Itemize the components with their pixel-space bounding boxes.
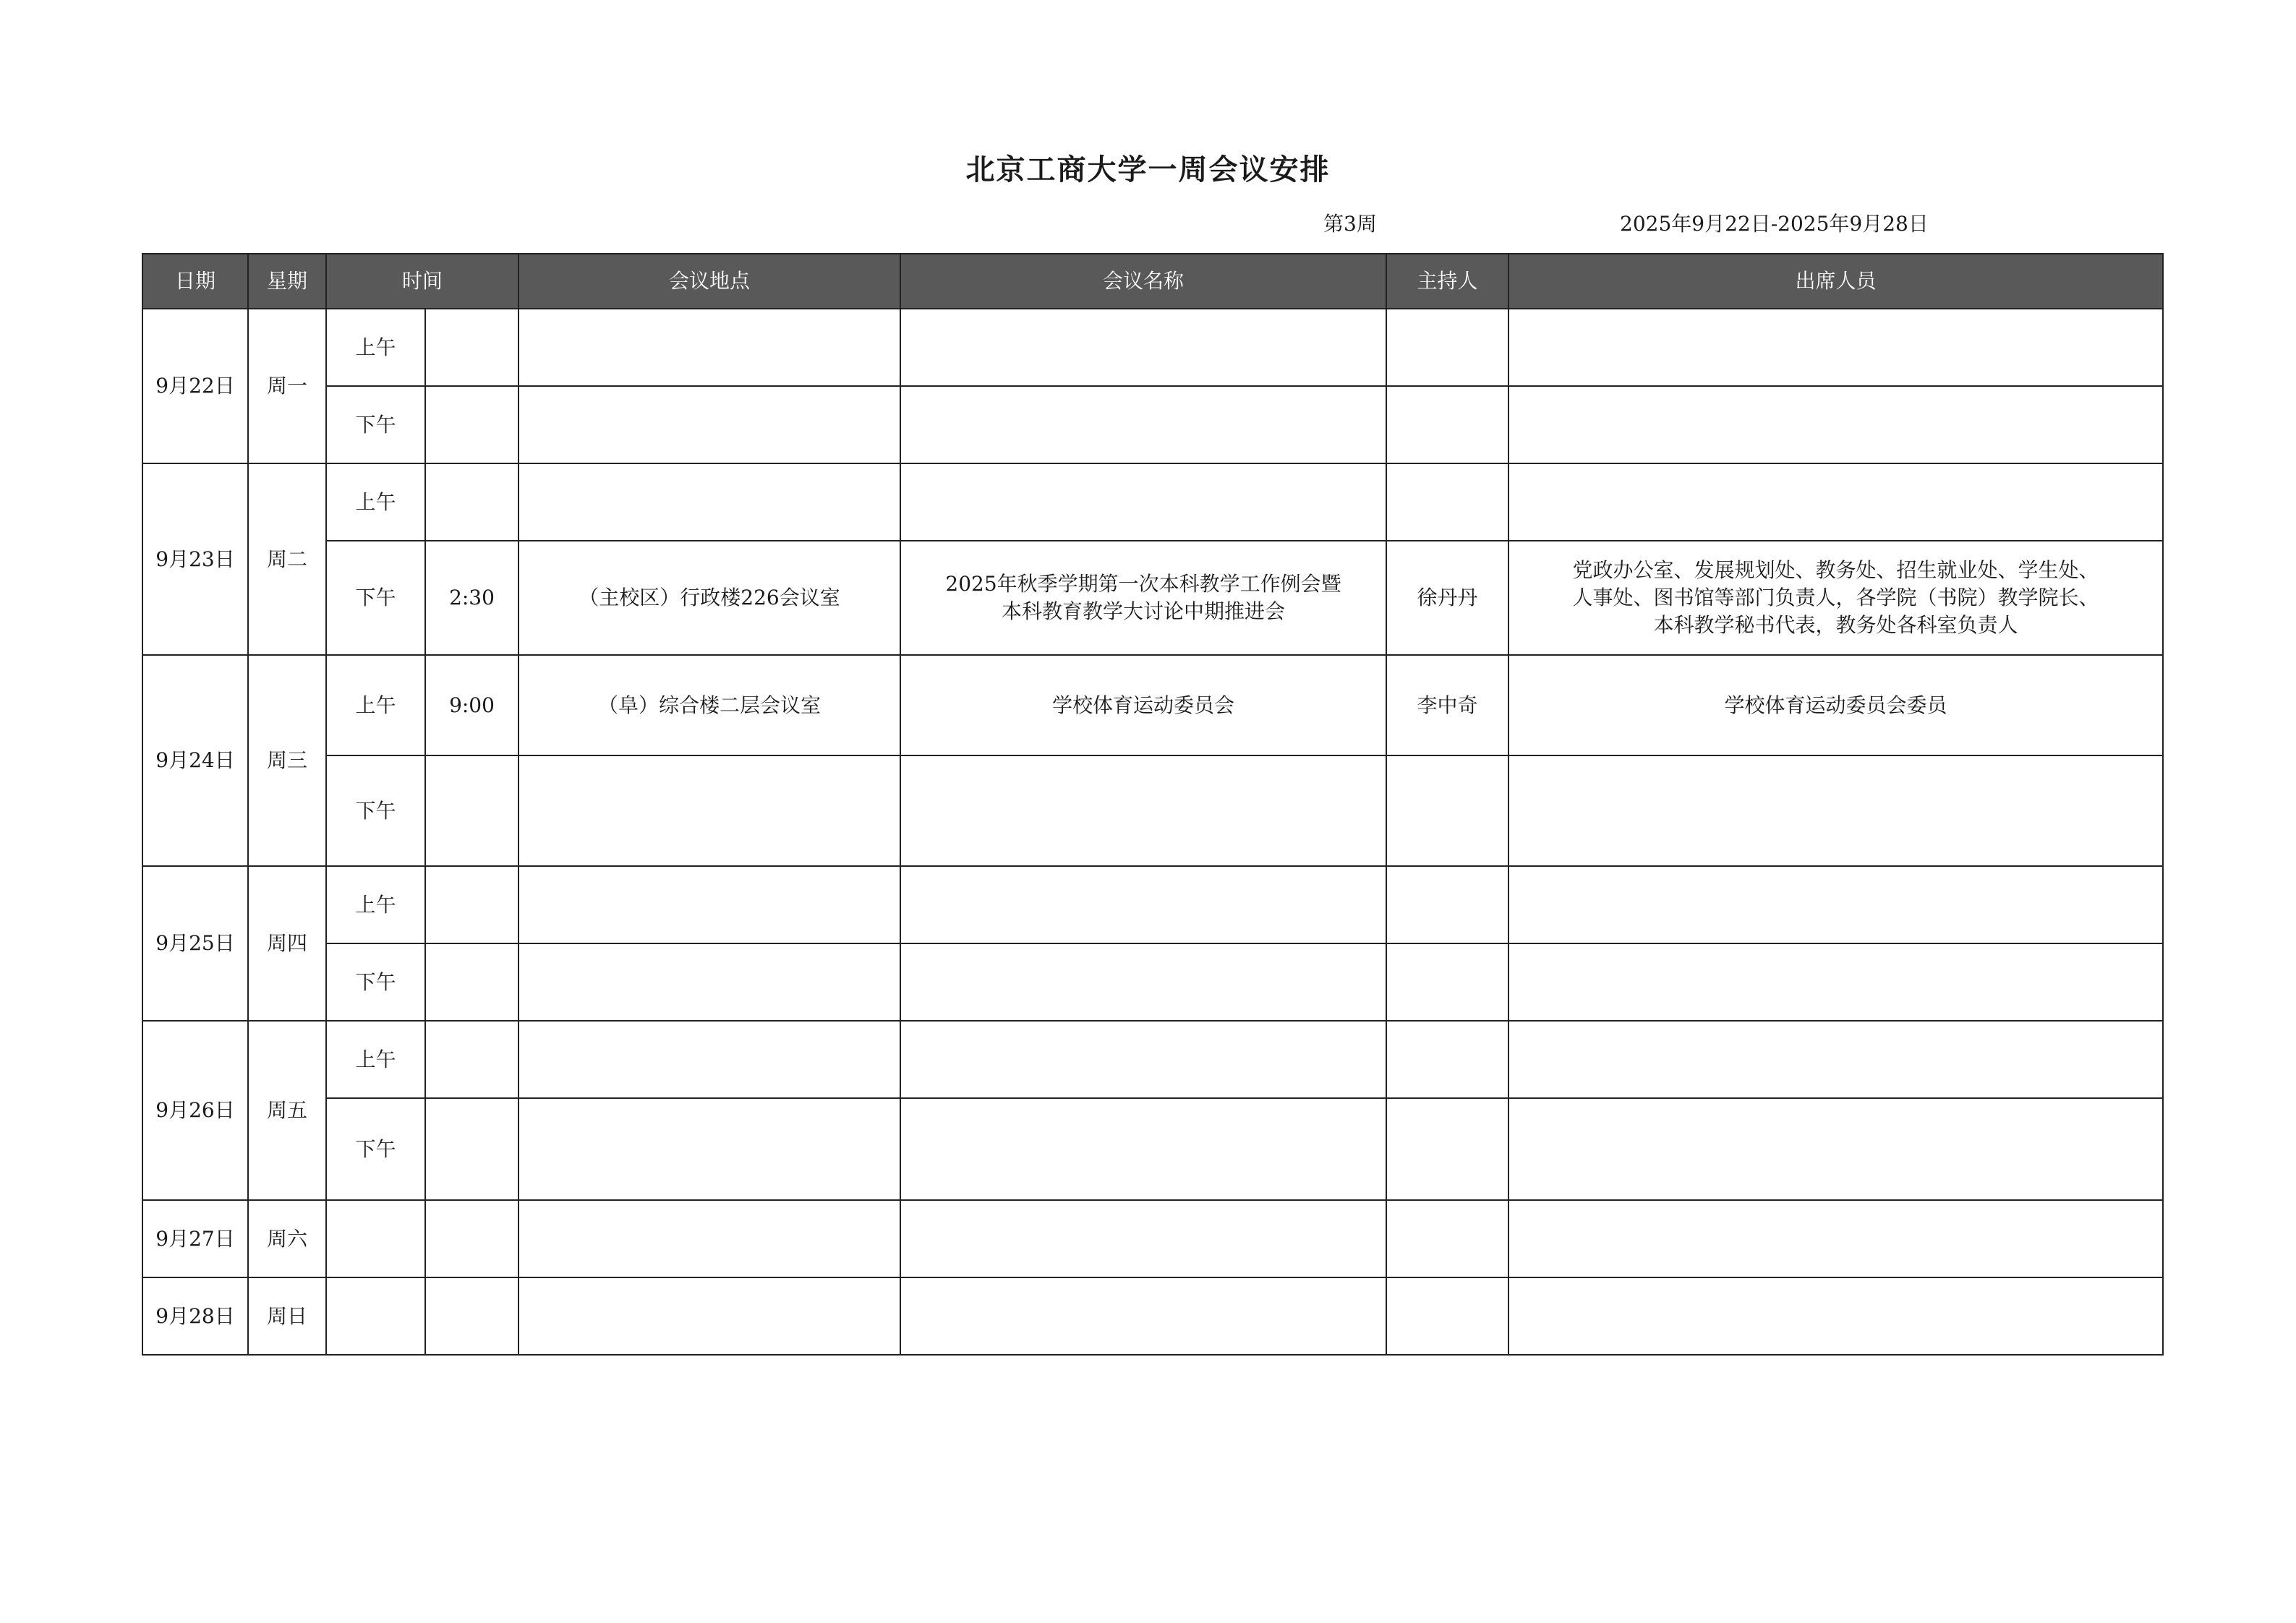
meeting-name-cell xyxy=(900,755,1386,866)
attendees-cell xyxy=(1508,309,2163,386)
table-row xyxy=(142,463,2163,541)
table-row xyxy=(142,655,2163,755)
period-cell: 上午 xyxy=(326,309,425,386)
table-row xyxy=(142,866,2163,943)
attendees-cell xyxy=(1508,1021,2163,1098)
date-cell: 9月22日 xyxy=(142,309,248,463)
attendees-cell xyxy=(1508,755,2163,866)
table-row xyxy=(142,1021,2163,1098)
attendees-cell xyxy=(1508,463,2163,541)
meeting-name-cell xyxy=(900,1277,1386,1355)
host-cell xyxy=(1386,755,1508,866)
meeting-name-cell: 学校体育运动委员会 xyxy=(900,655,1386,755)
meeting-name-cell xyxy=(900,1021,1386,1098)
table-row xyxy=(142,943,2163,1021)
location-cell xyxy=(518,1200,900,1277)
period-cell: 下午 xyxy=(326,755,425,866)
time-cell xyxy=(425,1200,518,1277)
attendees-cell xyxy=(1508,1277,2163,1355)
location-cell xyxy=(518,1021,900,1098)
header-location: 会议地点 xyxy=(518,254,900,309)
meeting-name-cell xyxy=(900,943,1386,1021)
document-title: 北京工商大学一周会议安排 xyxy=(965,153,1331,187)
header-attendees: 出席人员 xyxy=(1508,254,2163,309)
period-cell: 下午 xyxy=(326,943,425,1021)
location-cell xyxy=(518,1277,900,1355)
attendees-cell: 党政办公室、发展规划处、教务处、招生就业处、学生处、 人事处、图书馆等部门负责人，各学院（书院）教学院长、 本科教学秘书代表，教务处各科室负责人 xyxy=(1508,541,2163,655)
time-cell xyxy=(425,1277,518,1355)
weekday-cell: 周日 xyxy=(248,1277,326,1355)
time-cell xyxy=(425,1021,518,1098)
time-cell xyxy=(425,386,518,463)
host-cell xyxy=(1386,463,1508,541)
week-number: 第3周 xyxy=(1323,212,1377,236)
time-cell xyxy=(425,943,518,1021)
weekday-cell: 周二 xyxy=(248,463,326,655)
host-cell xyxy=(1386,1277,1508,1355)
attendees-cell xyxy=(1508,386,2163,463)
location-cell xyxy=(518,755,900,866)
location-cell xyxy=(518,866,900,943)
meeting-name-cell xyxy=(900,386,1386,463)
table-row xyxy=(142,386,2163,463)
location-cell xyxy=(518,463,900,541)
weekday-cell: 周四 xyxy=(248,866,326,1021)
time-cell xyxy=(425,463,518,541)
period-cell: 下午 xyxy=(326,541,425,655)
table-row xyxy=(142,309,2163,386)
header-meeting-name: 会议名称 xyxy=(900,254,1386,309)
meeting-name-cell xyxy=(900,1098,1386,1200)
weekday-cell: 周五 xyxy=(248,1021,326,1200)
meeting-name-cell xyxy=(900,1200,1386,1277)
period-cell: 上午 xyxy=(326,1021,425,1098)
attendees-cell xyxy=(1508,866,2163,943)
time-cell: 2:30 xyxy=(425,541,518,655)
host-cell xyxy=(1386,309,1508,386)
attendees-cell xyxy=(1508,1200,2163,1277)
location-cell: （阜）综合楼二层会议室 xyxy=(518,655,900,755)
location-cell xyxy=(518,1098,900,1200)
host-cell: 李中奇 xyxy=(1386,655,1508,755)
meeting-name-cell xyxy=(900,866,1386,943)
location-cell: （主校区）行政楼226会议室 xyxy=(518,541,900,655)
table-row xyxy=(142,541,2163,655)
host-cell xyxy=(1386,386,1508,463)
weekday-cell: 周六 xyxy=(248,1200,326,1277)
time-cell: 9:00 xyxy=(425,655,518,755)
time-cell xyxy=(425,1098,518,1200)
date-cell: 9月26日 xyxy=(142,1021,248,1200)
weekday-cell: 周一 xyxy=(248,309,326,463)
period-cell: 下午 xyxy=(326,1098,425,1200)
host-cell xyxy=(1386,1098,1508,1200)
table-row xyxy=(142,755,2163,866)
meeting-name-cell: 2025年秋季学期第一次本科教学工作例会暨 本科教育教学大讨论中期推进会 xyxy=(900,541,1386,655)
period-cell: 上午 xyxy=(326,463,425,541)
date-cell: 9月25日 xyxy=(142,866,248,1021)
table-header-row xyxy=(142,254,2163,309)
location-cell xyxy=(518,309,900,386)
period-cell: 上午 xyxy=(326,866,425,943)
location-cell xyxy=(518,386,900,463)
week-date-range: 2025年9月22日-2025年9月28日 xyxy=(1620,212,1929,236)
attendees-cell xyxy=(1508,1098,2163,1200)
table-row xyxy=(142,1098,2163,1200)
table-row xyxy=(142,1200,2163,1277)
attendees-cell: 学校体育运动委员会委员 xyxy=(1508,655,2163,755)
date-cell: 9月23日 xyxy=(142,463,248,655)
period-cell: 下午 xyxy=(326,386,425,463)
host-cell xyxy=(1386,1200,1508,1277)
host-cell xyxy=(1386,866,1508,943)
header-host: 主持人 xyxy=(1386,254,1508,309)
date-cell: 9月28日 xyxy=(142,1277,248,1355)
table-row xyxy=(142,1277,2163,1355)
header-date: 日期 xyxy=(142,254,248,309)
attendees-cell xyxy=(1508,943,2163,1021)
date-cell: 9月24日 xyxy=(142,655,248,866)
meeting-name-cell xyxy=(900,309,1386,386)
time-cell xyxy=(425,866,518,943)
period-cell xyxy=(326,1277,425,1355)
header-weekday: 星期 xyxy=(248,254,326,309)
period-cell xyxy=(326,1200,425,1277)
location-cell xyxy=(518,943,900,1021)
meeting-schedule-table xyxy=(142,253,2164,1356)
host-cell xyxy=(1386,1021,1508,1098)
host-cell xyxy=(1386,943,1508,1021)
date-cell: 9月27日 xyxy=(142,1200,248,1277)
weekday-cell: 周三 xyxy=(248,655,326,866)
header-time: 时间 xyxy=(326,254,518,309)
host-cell: 徐丹丹 xyxy=(1386,541,1508,655)
period-cell: 上午 xyxy=(326,655,425,755)
time-cell xyxy=(425,309,518,386)
time-cell xyxy=(425,755,518,866)
meeting-name-cell xyxy=(900,463,1386,541)
